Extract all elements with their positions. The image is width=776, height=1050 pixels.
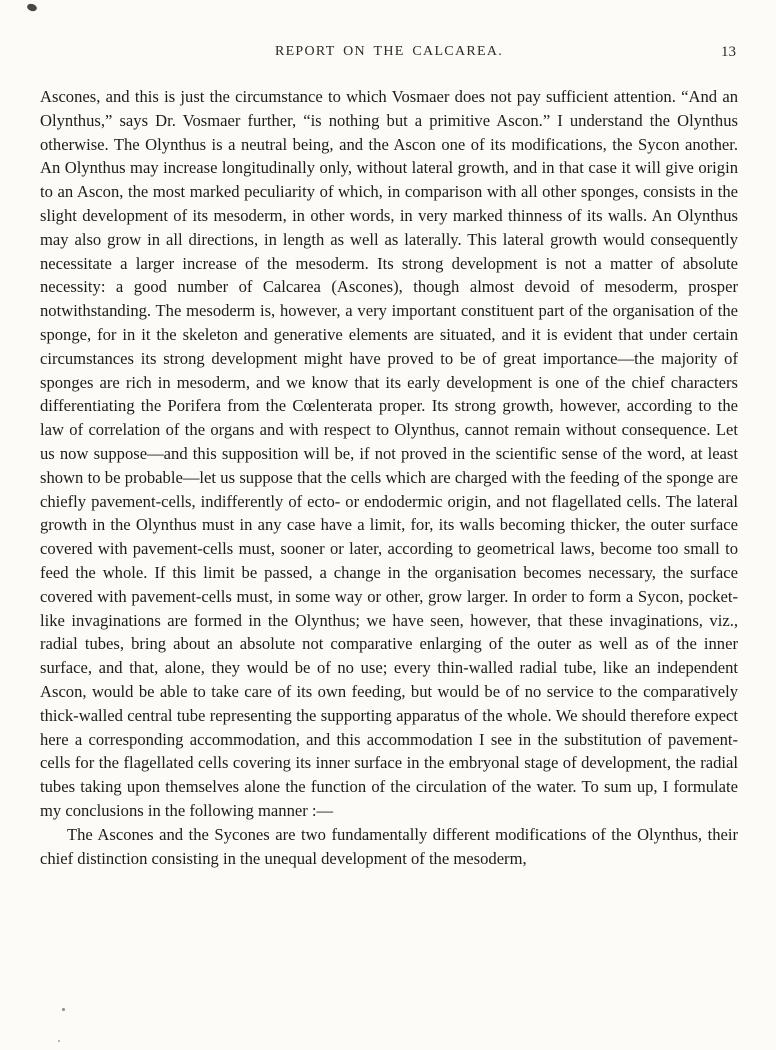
- scan-artifact: [26, 3, 38, 13]
- paragraph-continuation: Ascones, and this is just the circumstance to which Vosmaer does not pay sufficient attention. “And an Olynthus,” says Dr. Vosmaer further, “is nothing but a primitive Ascon.” I understand the Olynthus otherwise. The Olynthus is a neutral being, and the Ascon one of its modifications, the Sycon another. An Olynthus may increase longitudinally only, without lateral growth, and in that case it will give origin to an Ascon, the most marked peculiarity of which, in comparison with all other sponges, consists in the slight development of its mesoderm, in other words, in very marked thinness of its walls. An Olynthus may also grow in all directions, in length as well as laterally. This lateral growth would consequently necessitate a larger increase of the mesoderm. Its strong development is not a matter of absolute necessity: a good number of Calcarea (Ascones), though almost devoid of mesoderm, prosper notwithstanding. The mesoderm is, however, a very important constituent part of the organisation of the sponge, for in it the skeleton and generative elements are situated, and it is evident that under certain circumstances its strong development might have proved to be of great importance—the majority of sponges are rich in mesoderm, and we know that its early development is one of the chief characters differentiating the Porifera from the Cœlenterata proper. Its strong growth, however, according to the law of correlation of the organs and with respect to Olynthus, cannot remain without consequence. Let us now suppose—and this supposition will be, if not proved in the scientific sense of the word, at least shown to be probable—let us suppose that the cells which are charged with the feeding of the sponge are chiefly pavement-cells, indifferently of ecto- or endodermic origin, and not flagellated cells. The lateral growth in the Olynthus must in any case have a limit, for, its walls becoming thicker, the outer surface covered with pavement-cells must, sooner or later, according to geometrical laws, become too small to feed the whole. If this limit be passed, a change in the organisation becomes necessary, the surface covered with pavement-cells must, in some way or other, grow larger. In order to form a Sycon, pocket-like invaginations are formed in the Olynthus; we have seen, however, that these invaginations, viz., radial tubes, bring about an absolute not comparative enlarging of the outer as well as of the inner surface, and that, alone, they would be of no use; every thin-walled radial tube, like an independent Ascon, would be able to take care of its own feeding, but would be of no service to the comparatively thick-walled central tube representing the supporting apparatus of the whole. We should therefore expect here a corresponding accommodation, and this accommodation I see in the substitution of pavement-cells for the flagellated cells covering its inner surface in the embryonal stage of development, the radial tubes taking upon themselves alone the function of the circulation of the water. To sum up, I formulate my conclusions in the following manner :—: [40, 87, 738, 820]
- page-header: [40, 44, 738, 64]
- scan-artifact: [58, 1040, 60, 1042]
- page-number: 13: [721, 44, 736, 60]
- running-title: REPORT ON THE CALCAREA.: [274, 44, 504, 59]
- paragraph: The Ascones and the Sycones are two fundamentally different modifications of the Olynthus, their chief distinction consisting in the unequal development of the mesoderm,: [40, 824, 738, 868]
- scan-artifact: [62, 1008, 65, 1011]
- page-body: [40, 85, 738, 870]
